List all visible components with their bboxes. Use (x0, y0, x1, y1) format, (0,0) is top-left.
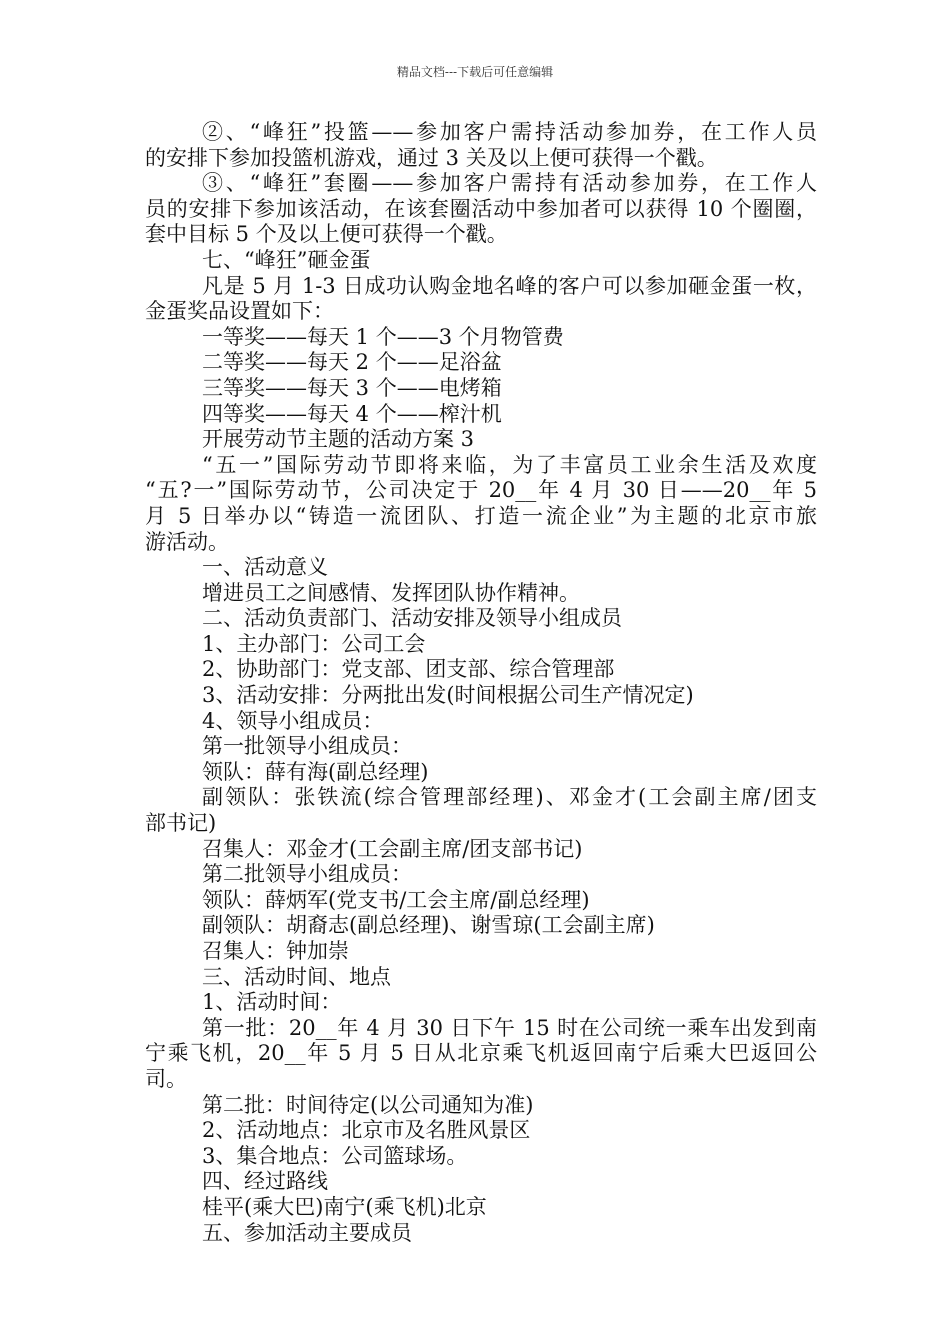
paragraph (145, 1093, 817, 1119)
paragraph-line: 员的安排下参加该活动，在该套圈活动中参加者可以获得 10 个圈圈， (145, 196, 817, 221)
paragraph (145, 632, 817, 658)
paragraph (145, 427, 817, 453)
paragraph (145, 862, 817, 888)
paragraph-line: 凡是 5 月 1-3 日成功认购金地名峰的客户可以参加砸金蛋一枚， (202, 273, 817, 298)
paragraph-line: 月 5 日举办以“铸造一流团队、打造一流企业”为主题的北京市旅 (145, 503, 817, 528)
paragraph (145, 350, 817, 376)
paragraph-line: 开展劳动节主题的活动方案 3 (202, 427, 475, 452)
paragraph-line: 二、活动负责部门、活动安排及领导小组成员 (202, 606, 622, 631)
paragraph-line: 召集人：邓金才(工会副主席/团支部书记) (202, 836, 583, 861)
paragraph-line: 1、主办部门：公司工会 (202, 631, 426, 656)
paragraph-line: 的安排下参加投篮机游戏，通过 3 关及以上便可获得一个戳。 (145, 145, 718, 170)
paragraph-line: 1、活动时间： (202, 990, 342, 1015)
paragraph-line: 第一批：20__年 4 月 30 日下午 15 时在公司统一乘车出发到南 (202, 1015, 817, 1040)
paragraph (145, 1221, 817, 1247)
paragraph (145, 325, 817, 351)
paragraph (145, 274, 817, 325)
paragraph (145, 837, 817, 863)
paragraph (145, 913, 817, 939)
paragraph-line: 套中目标 5 个及以上便可获得一个戳。 (145, 222, 508, 247)
paragraph-line: 一等奖——每天 1 个——3 个月物管费 (202, 324, 564, 349)
paragraph-line: 第二批领导小组成员： (202, 862, 412, 887)
paragraph-line: 游活动。 (145, 529, 229, 554)
paragraph (145, 888, 817, 914)
paragraph (145, 683, 817, 709)
paragraph-line: 领队：薛炳军(党支书/工会主席/副总经理) (202, 887, 590, 912)
paragraph (145, 555, 817, 581)
paragraph-line: 司。 (145, 1066, 187, 1091)
paragraph (145, 453, 817, 555)
paragraph (145, 734, 817, 760)
paragraph-line: 第二批：时间待定(以公司通知为准) (202, 1092, 534, 1117)
paragraph (145, 1016, 817, 1093)
paragraph-line: 一、活动意义 (202, 555, 328, 580)
document-body (145, 120, 817, 1246)
paragraph (145, 785, 817, 836)
paragraph-line: 副领队：胡裔志(副总经理)、谢雪琼(工会副主席) (202, 913, 655, 938)
paragraph-line: 副领队：张铁流(综合管理部经理)、邓金才(工会副主席/团支 (202, 785, 817, 810)
paragraph (145, 657, 817, 683)
paragraph-line: 第一批领导小组成员： (202, 734, 412, 759)
paragraph (145, 990, 817, 1016)
paragraph (145, 1195, 817, 1221)
paragraph-line: 增进员工之间感情、发挥团队协作精神。 (202, 580, 580, 605)
page-header: 精品文档---下载后可任意编辑 (396, 65, 554, 79)
paragraph (145, 760, 817, 786)
paragraph-line: 4、领导小组成员： (202, 708, 384, 733)
paragraph (145, 1169, 817, 1195)
paragraph (145, 1144, 817, 1170)
paragraph-line: 七、“峰狂”砸金蛋 (202, 247, 371, 272)
paragraph (145, 939, 817, 965)
paragraph-line: 金蛋奖品设置如下： (145, 299, 334, 324)
paragraph (145, 581, 817, 607)
paragraph-line: 3、集合地点：公司篮球场。 (202, 1143, 468, 1168)
paragraph-line: 五、参加活动主要成员 (202, 1220, 412, 1245)
paragraph-line: 桂平(乘大巴)南宁(乘飞机)北京 (202, 1194, 487, 1219)
paragraph (145, 1118, 817, 1144)
paragraph (145, 120, 817, 171)
paragraph-line: 部书记) (145, 811, 217, 836)
paragraph-line: 召集人：钟加崇 (202, 939, 349, 963)
paragraph-line: ③、“峰狂”套圈——参加客户需持有活动参加券，在工作人 (202, 171, 817, 196)
paragraph-line: 四等奖——每天 4 个——榨汁机 (202, 401, 502, 426)
paragraph-line: 二等奖——每天 2 个——足浴盆 (202, 350, 502, 375)
paragraph-line: 2、活动地点：北京市及名胜风景区 (202, 1118, 531, 1143)
paragraph-line: 领队：薛有海(副总经理) (202, 759, 429, 784)
paragraph (145, 965, 817, 991)
paragraph-line: 3、活动安排：分两批出发(时间根据公司生产情况定) (202, 683, 694, 708)
paragraph (145, 709, 817, 735)
paragraph (145, 606, 817, 632)
paragraph-line: 三、活动时间、地点 (202, 964, 391, 989)
paragraph (145, 376, 817, 402)
paragraph (145, 402, 817, 428)
paragraph-line: 三等奖——每天 3 个——电烤箱 (202, 375, 502, 400)
paragraph-line: “五?一”国际劳动节，公司决定于 20__年 4 月 30 日——20__年 5 (145, 478, 817, 503)
paragraph-line: ②、“峰狂”投篮——参加客户需持活动参加券，在工作人员 (202, 120, 817, 144)
paragraph (145, 248, 817, 274)
paragraph-line: “五一”国际劳动节即将来临，为了丰富员工业余生活及欢度 (202, 452, 817, 477)
paragraph-line: 2、协助部门：党支部、团支部、综合管理部 (202, 657, 615, 682)
paragraph (145, 171, 817, 248)
paragraph-line: 宁乘飞机，20__年 5 月 5 日从北京乘飞机返回南宁后乘大巴返回公 (145, 1041, 817, 1066)
paragraph-line: 四、经过路线 (202, 1169, 328, 1194)
